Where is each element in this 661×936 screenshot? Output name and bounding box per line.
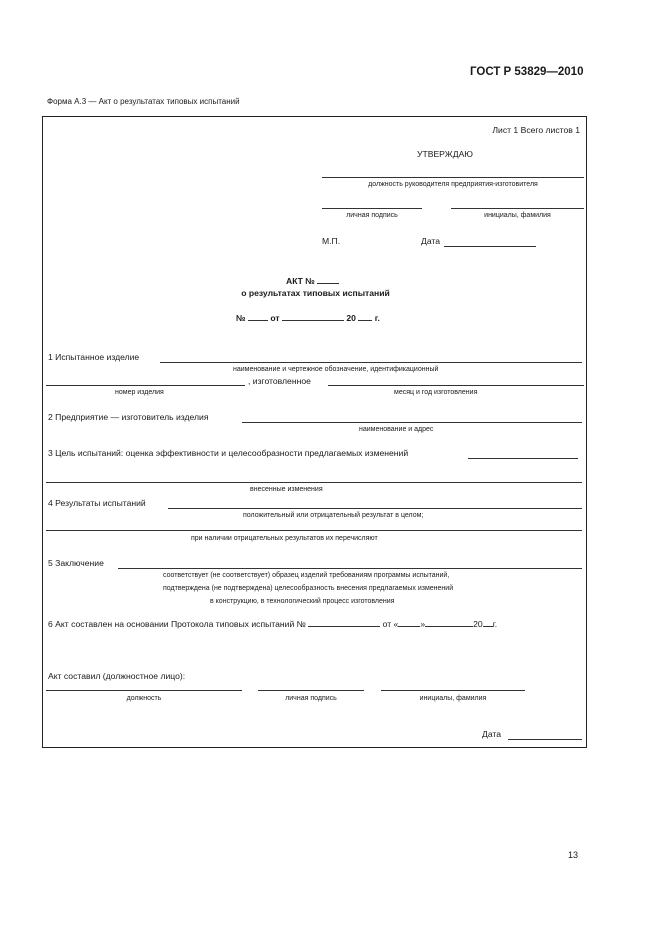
composer-label: Акт составил (должностное лицо):	[48, 671, 186, 681]
item4-caption1: положительный или отрицательный результат в целом;	[243, 512, 424, 519]
form-caption: Форма А.3 — Акт о результатах типовых испытаний	[47, 97, 240, 106]
act-number-prefix: №	[236, 313, 246, 323]
composer-signature-line[interactable]	[258, 690, 364, 691]
item4-details-line[interactable]	[46, 530, 582, 531]
composer-initials-line[interactable]	[381, 690, 525, 691]
item1-product-line[interactable]	[160, 362, 582, 363]
form-frame	[42, 116, 587, 748]
act-number-line	[236, 314, 380, 323]
composer-date-line[interactable]	[508, 739, 582, 740]
approval-title: УТВЕРЖДАЮ	[417, 149, 473, 159]
item6-month-line[interactable]	[425, 626, 473, 627]
sheet-info: Лист 1 Всего листов 1	[492, 125, 580, 135]
item6-line	[48, 620, 497, 629]
item5-label: 5 Заключение	[48, 558, 104, 568]
item4-caption2: при наличии отрицательных результатов их перечисляют	[191, 535, 378, 542]
item3-caption: внесенные изменения	[250, 486, 323, 493]
approval-signature-caption: личная подпись	[346, 212, 398, 219]
composer-initials-caption: инициалы, фамилия	[419, 695, 487, 702]
item6-protocol-number-line[interactable]	[308, 626, 380, 627]
item3-changes-line[interactable]	[46, 482, 582, 483]
item5-caption1: соответствует (не соответствует) образец изделий требованиям программы испытаний,	[163, 572, 450, 579]
item1-date-line[interactable]	[328, 385, 584, 386]
item5-caption2: подтверждена (не подтверждена) целесообразность внесения предлагаемых изменений	[163, 585, 454, 592]
item4-label: 4 Результаты испытаний	[48, 498, 146, 508]
composer-signature-caption: личная подпись	[285, 695, 337, 702]
item6-day-line[interactable]	[398, 626, 420, 627]
approval-position-caption: должность руководителя предприятия-изготовителя	[368, 181, 538, 188]
item3-label: 3 Цель испытаний: оценка эффективности и целесообразности предлагаемых изменений	[48, 448, 409, 458]
composer-position-line[interactable]	[46, 690, 242, 691]
item6-year-prefix: 20	[473, 619, 483, 629]
act-number-from: от	[270, 313, 280, 323]
approval-signature-line[interactable]	[322, 208, 422, 209]
item1-label: 1 Испытанное изделие	[48, 352, 140, 362]
item1-date-caption: месяц и год изготовления	[394, 389, 478, 396]
item6-quote: »	[420, 619, 426, 629]
item2-manufacturer-line[interactable]	[242, 422, 582, 423]
approval-date-line[interactable]	[444, 246, 536, 247]
item1-caption: наименование и чертежное обозначение, идентификационный	[233, 366, 439, 373]
item6-label: 6 Акт составлен на основании Протокола типовых испытаний №	[48, 619, 306, 629]
item1-manufactured-label: , изготовленное	[248, 376, 311, 386]
item5-caption3: в конструкцию, в технологический процесс изготовления	[210, 598, 395, 605]
item6-year-line[interactable]	[483, 626, 493, 627]
item1-number-line[interactable]	[46, 385, 245, 386]
item6-year-suffix: г.	[492, 619, 498, 629]
act-year-prefix: 20	[346, 313, 356, 323]
approval-initials-caption: инициалы, фамилия	[484, 212, 551, 219]
item3-purpose-line[interactable]	[468, 458, 578, 459]
item6-from-label: от «	[382, 619, 399, 629]
composer-position-caption: должность	[126, 695, 162, 702]
act-year-suffix: г.	[374, 313, 380, 323]
item4-results-line[interactable]	[168, 508, 582, 509]
act-title-text: АКТ №	[286, 276, 315, 286]
approval-position-line[interactable]	[322, 177, 584, 178]
approval-date-label: Дата	[421, 236, 441, 246]
item2-caption: наименование и адрес	[359, 426, 434, 433]
composer-date-label: Дата	[482, 729, 502, 739]
act-title	[286, 277, 339, 286]
item2-label: 2 Предприятие — изготовитель изделия	[48, 412, 209, 422]
act-subtitle: о результатах типовых испытаний	[241, 288, 390, 298]
seal-label: М.П.	[322, 236, 341, 246]
approval-initials-line[interactable]	[451, 208, 584, 209]
item5-conclusion-line[interactable]	[118, 568, 582, 569]
document-code: ГОСТ Р 53829—2010	[470, 66, 584, 78]
page-number: 13	[568, 850, 579, 860]
item1-number-caption: номер изделия	[115, 389, 164, 396]
